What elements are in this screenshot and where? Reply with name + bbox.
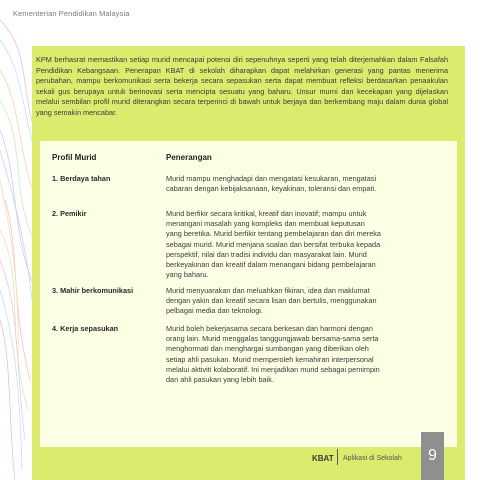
row-label: 3. Mahir berkomunikasi [52,286,134,295]
desc-line: perspektif, nilai dan tradisi individu dan masyarakat lain. Murid [166,249,367,259]
page-number: 9 [428,447,437,464]
intro-line: KPM berhasrat memastikan setiap murid mencapai potensi diri sepenuhnya seperti yang telah [36,55,347,64]
intro-line: dapat melahirkan generasi yang pantas menerima perubahan, mampu berkomunikasi serta [36,65,449,86]
desc-line: menghormati dan menghargai sumbangan yang diberikan oleh [166,344,369,354]
desc-line: melalui aktiviti kolaboratif. Ini menjadikan murid sebagai pemimpin [166,364,380,374]
row-description [166,174,448,194]
footer-kbat-label: KBAT [312,454,334,463]
intro-line: bekerja secara sepasukan serta dapat membuat refleksi berdasarkan penaakulan sekali gus [36,76,448,96]
desc-line: Murid boleh bekerjasama secara berkesan dan harmoni dengan [166,324,373,333]
desc-line: setiap ahli pasukan. Murid memperoleh kemahiran interpersonal [166,354,374,364]
desc-line: Murid menyuarakan dan meluahkan fikiran, idea dan maklumat [166,286,370,295]
desc-line: cabaran dengan kebijaksanaan, keyakinan, toleransi dan empati. [166,184,377,194]
desc-line: dan ahli pasukan yang lebih baik. [166,375,274,385]
page-header-title: Kementerian Pendidikan Malaysia [13,9,130,18]
desc-line: yang beretika. Murid berfikir tentang pembelajaran dan diri mereka [166,229,381,239]
intro-line: berupaya untuk berinovasi serta mencipta sesuatu yang baharu. Unsur murni dan kecekapan yang [73,86,412,96]
row-description [166,209,448,280]
intro-paragraph [36,55,448,119]
desc-line: pelbagai media dan teknologi. [166,306,263,316]
intro-line: berkembang maju dalam dunia global yang semakin mencabar. [36,97,448,117]
row-description [166,324,448,385]
intro-line: dijelaskan melalui sembilan profil murid diterangkan secara terperinci di bawah untuk berjaya dan [36,86,449,107]
desc-line: Murid mampu menghadapi dan mengatasi kesukaran, mengatasi [166,174,377,183]
desc-line: menangani masalah yang kompleks dan membuat keputusan [166,219,365,229]
row-label: 1. Berdaya tahan [52,174,111,183]
desc-line: Murid berfikir secara kritikal, kreatif dan inovatif; mampu untuk [166,209,367,218]
desc-line: sebagai murid. Murid menjana soalan dan bersifat terbuka kepada [166,239,381,249]
desc-line: berkeyakinan dan kreatif dalam menangani bidang pembelajaran [166,260,376,270]
row-label: 4. Kerja sepasukan [52,324,119,333]
footer-subtitle: Aplikasi di Sekolah [343,455,402,462]
column-header-description: Penerangan [166,153,212,162]
intro-line: diterjemahkan dalam Falsafah Pendidikan Kebangsaan. Penerapan KBAT di sekolah diharapkan [36,55,449,75]
desc-line: dengan yakin dan kreatif secara lisan dan bertulis, menggunakan [166,296,377,306]
row-description [166,286,448,317]
desc-line: orang lain. Murid menggalas tanggungjawab bersama-sama serta [166,334,379,344]
desc-line: yang baharu. [166,270,209,280]
row-label: 2. Pemikir [52,209,87,218]
footer-divider [337,449,338,465]
column-header-profile: Profil Murid [52,153,97,162]
